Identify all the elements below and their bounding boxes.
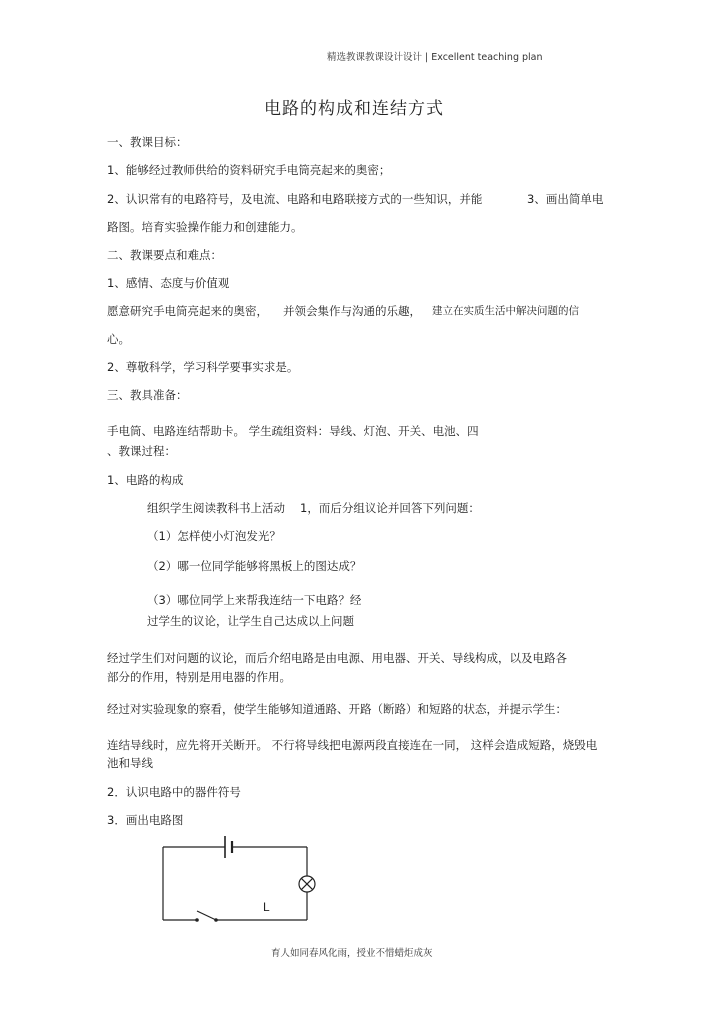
switch-contact [195, 918, 199, 922]
section-heading: 一、教课目标： [107, 135, 188, 149]
paragraph-line: 建立在实质生活中解决问题的信 [432, 305, 579, 317]
subsection-heading: 3．画出电路图 [107, 813, 184, 827]
document-title: 电路的构成和连结方式 [264, 99, 444, 119]
paragraph-line: 愿意研究手电筒亮起来的奥密， [107, 304, 268, 318]
section-heading: 二、教课要点和难点： [107, 248, 222, 262]
paragraph-line: 并领会集作与沟通的乐趣， [283, 304, 421, 318]
question-item: （1）怎样使小灯泡发光？ [147, 529, 281, 543]
subsection-heading: 1、电路的构成 [107, 473, 184, 487]
paragraph-line: 组织学生阅读教科书上活动 [147, 501, 285, 515]
page-footer: 育人如同春风化雨，授业不惜蜡炬成灰 [271, 948, 433, 959]
paragraph-line: 3、画出简单电 [527, 192, 604, 206]
paragraph-line: 1，而后分组议论并回答下列问题： [300, 501, 480, 515]
question-item: （3）哪位同学上来帮我连结一下电路？经 [147, 593, 362, 607]
paragraph-line: 连结导线时，应先将开关断开。 不行将导线把电源两段直接连在一同， 这样会造成短路，烧毁电 [107, 738, 598, 752]
lamp-label: L [263, 900, 270, 914]
paragraph-line: 2、认识常有的电路符号，及电流、电路和电路联接方式的一些知识，并能 [107, 192, 483, 206]
section-heading: 三、教具准备： [107, 388, 188, 402]
paragraph-line: 经过对实验现象的察看，使学生能够知道通路、开路（断路）和短路的状态，并提示学生： [107, 702, 567, 716]
paragraph-line: 经过学生们对问题的议论，而后介绍电路是由电源、用电器、开关、导线构成，以及电路各 [107, 651, 567, 665]
paragraph-line: 1、感情、态度与价值观 [107, 276, 230, 290]
switch-icon [197, 911, 216, 920]
paragraph-line: 心。 [107, 332, 130, 346]
subsection-heading: 2．认识电路中的器件符号 [107, 785, 241, 799]
paragraph-line: 过学生的议论，让学生自己达成以上问题 [147, 614, 354, 628]
switch-contact [214, 918, 218, 922]
paragraph-line: 部分的作用，特别是用电器的作用。 [107, 670, 291, 684]
paragraph-line: 手电筒、电路连结帮助卡。 学生疏组资料：导线、灯泡、开关、电池、四 [107, 424, 479, 438]
page-header: 精选教课教课设计设计 | Excellent teaching plan [327, 52, 543, 63]
paragraph-line: 路图。培育实验操作能力和创建能力。 [107, 220, 303, 234]
paragraph-line: 1、能够经过教师供给的资料研究手电筒亮起来的奥密； [107, 163, 391, 177]
question-item: （2）哪一位同学能够将黑板上的图达成？ [147, 559, 362, 573]
paragraph-line: 2、尊敬科学，学习科学要事实求是。 [107, 360, 299, 374]
paragraph-line: 池和导线 [107, 756, 153, 770]
section-heading: 、教课过程： [107, 444, 176, 458]
